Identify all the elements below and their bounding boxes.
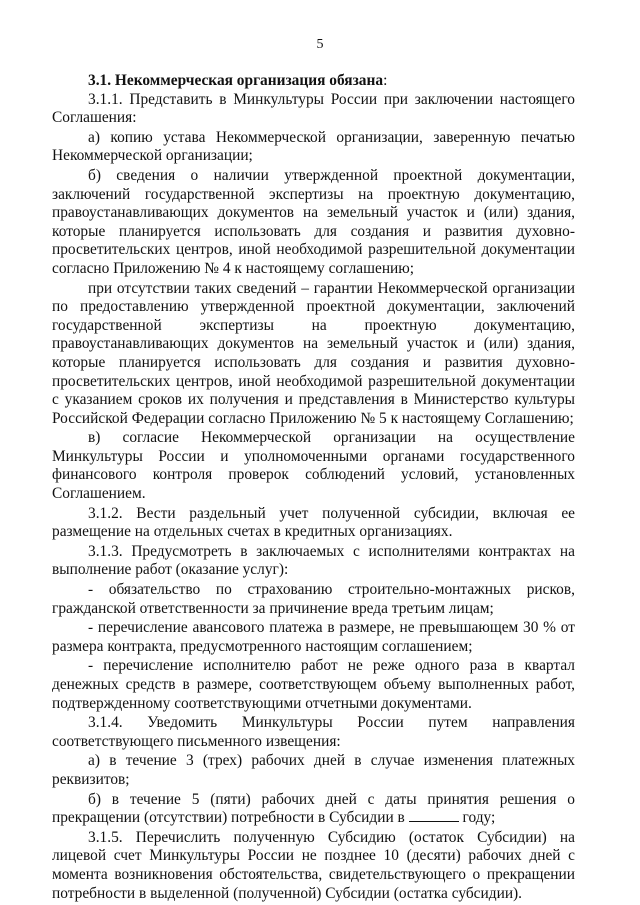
paragraph-a-requisites: а) в течение 3 (трех) рабочих дней в случае изменения платежных реквизитов;	[52, 752, 575, 788]
paragraph-guarantees: при отсутствии таких сведений – гарантии Некоммерческой организации по предоставлению утвержденной проектной документации, заключений государственной экспертизы на проектную документацию, правоустанавливающих документов на земельный участок и (или) здания, которые планируется использовать для создания и развития духовно-просветительских центров, иной необходимой разрешительной документации с указанием сроков их получения и представления в Министерство культуры Российской Федерации согласно Приложению № 5 к настоящему Соглашению;	[52, 279, 575, 427]
list-item-quarterly-transfer: - перечисление исполнителю работ не реже одного раза в квартал денежных средств в размере, соответствующем объему выполненных работ, подтвержденному соответствующими отчетными документами.	[52, 657, 575, 712]
list-item-insurance: - обязательство по страхованию строительно-монтажных рисков, гражданской ответственности за причинение вреда третьим лицам;	[52, 581, 575, 617]
paragraph-b-termination	[52, 791, 575, 828]
document-body	[52, 72, 575, 903]
page-number: 5	[316, 37, 324, 52]
section-heading	[52, 72, 575, 91]
section-heading-title: 3.1. Некоммерческая организация обязана	[88, 72, 384, 89]
paragraph-a-charter: а) копию устава Некоммерческой организации, заверенную печатью Некоммерческой организации;	[52, 128, 575, 165]
paragraph-3-1-5: 3.1.5. Перечислить полученную Субсидию (остаток Субсидии) на лицевой счет Минкультуры России не позднее 10 (десяти) рабочих дней с момента возникновения обстоятельства, свидетельствующего о прекращении потребности в выделенной (полученной) Субсидии (остатка субсидии).	[52, 828, 575, 902]
paragraph-b-termination-text: б) в течение 5 (пяти) рабочих дней с даты принятия решения о прекращении (отсутствии) потребности в Субсидии в	[52, 790, 575, 827]
paragraph-b-documentation: б) сведения о наличии утвержденной проектной документации, заключений государственной экспертизы на проектную документацию, правоустанавливающих документов на земельный участок и (или) здания, которые планируется использовать для создания и развития духовно-просветительских центров, иной необходимой разрешительной документации согласно Приложению № 4 к настоящему соглашению;	[52, 166, 575, 277]
list-item-advance-payment: - перечисление авансового платежа в размере, не превышающем 30 % от размера контракта, предусмотренного настоящим соглашением;	[52, 619, 575, 655]
paragraph-3-1-1: 3.1.1. Представить в Минкультуры России при заключении настоящего Соглашения:	[52, 90, 575, 127]
section-heading-colon: :	[383, 72, 388, 89]
paragraph-b-termination-tail: году;	[462, 809, 496, 827]
paragraph-v-consent: в) согласие Некоммерческой организации на осуществление Минкультуры России и уполномоченными органами государственного финансового контроля проверок соблюдений условий, установленных Соглашением.	[52, 429, 575, 503]
paragraph-3-1-3: 3.1.3. Предусмотреть в заключаемых с исполнителями контрактах на выполнение работ (оказание услуг):	[52, 542, 575, 579]
year-blank-line	[409, 809, 459, 822]
paragraph-3-1-2: 3.1.2. Вести раздельный учет полученной субсидии, включая ее размещение на отдельных счетах в кредитных организациях.	[52, 504, 575, 541]
paragraph-3-1-4: 3.1.4. Уведомить Минкультуры России путем направления соответствующего письменного извещения:	[52, 714, 575, 750]
